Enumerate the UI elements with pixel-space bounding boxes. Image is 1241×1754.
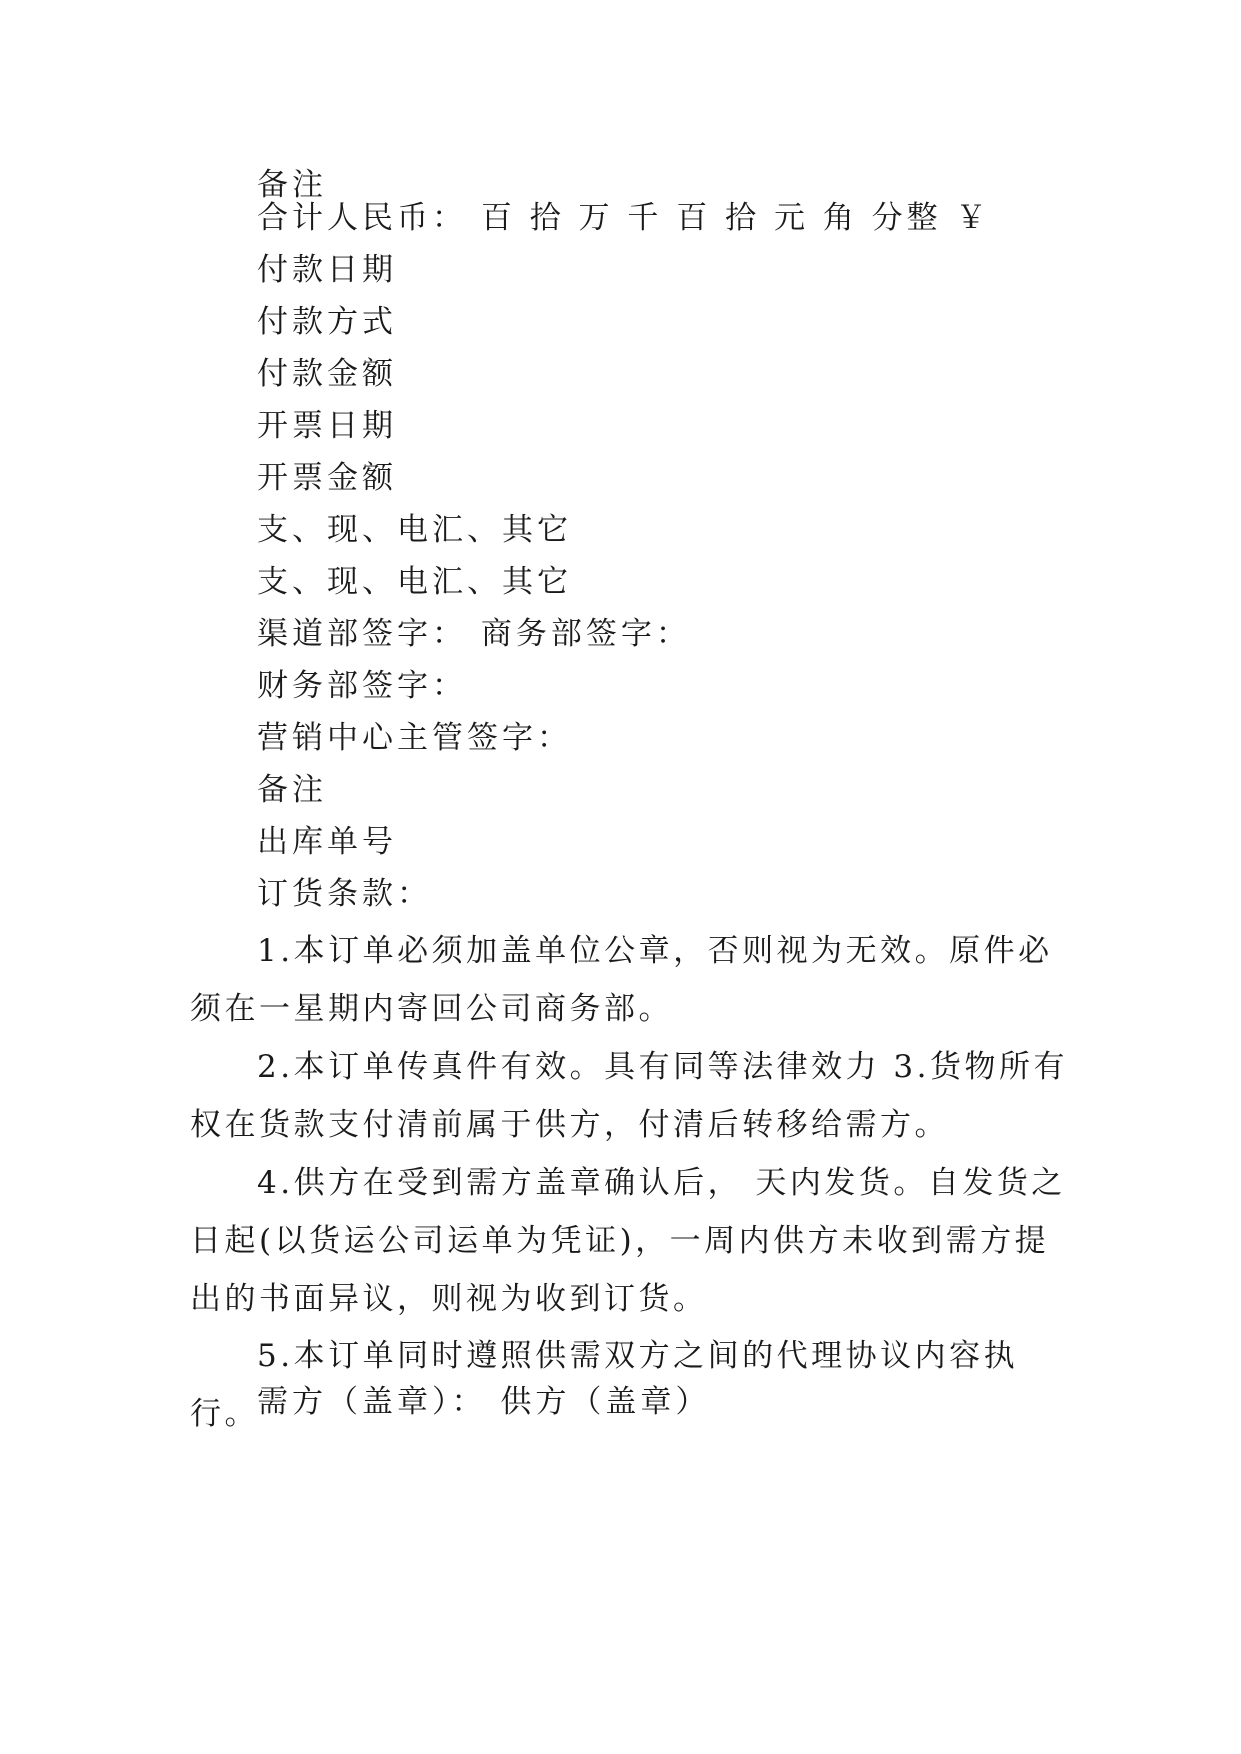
remark-label-2: 备注: [257, 772, 327, 808]
term-1: 1.本订单必须加盖单位公章，否则视为无效。原件必须在一星期内寄回公司商务部。: [190, 933, 1053, 1027]
payment-options-line: 支、现、电汇、其它: [257, 512, 572, 548]
stamp-signature-line: 需方（盖章）： 供方（盖章）: [257, 1384, 711, 1420]
payment-options-line-2: 支、现、电汇、其它: [257, 564, 572, 600]
invoice-date-label: 开票日期: [257, 408, 397, 444]
payment-amount-label: 付款金额: [257, 356, 397, 392]
term-4: 4.供方在受到需方盖章确认后， 天内发货。自发货之日起(以货运公司运单为凭证)，一周内供方未收到需方提出的书面异议，则视为收到订货。: [190, 1165, 1066, 1317]
payment-method-label: 付款方式: [257, 304, 397, 340]
outbound-number-label: 出库单号: [257, 824, 397, 860]
finance-signature-line: 财务部签字：: [257, 668, 467, 704]
channel-business-signature-line: 渠道部签字： 商务部签字：: [257, 616, 691, 652]
marketing-supervisor-signature-line: 营销中心主管签字：: [257, 720, 572, 756]
term-2: 2.本订单传真件有效。具有同等法律效力 3.货物所有权在货款支付清前属于供方，付清后转移给需方。: [190, 1049, 1069, 1143]
payment-date-label: 付款日期: [257, 252, 397, 288]
remark-label: 备注: [257, 167, 327, 203]
term-5: 5.本订单同时遵照供需双方之间的代理协议内容执行。: [190, 1338, 1019, 1432]
order-terms-heading: 订货条款：: [257, 876, 432, 912]
invoice-amount-label: 开票金额: [257, 460, 397, 496]
total-rmb-line: 合计人民币： 百 拾 万 千 百 拾 元 角 分整 ￥: [257, 200, 991, 236]
